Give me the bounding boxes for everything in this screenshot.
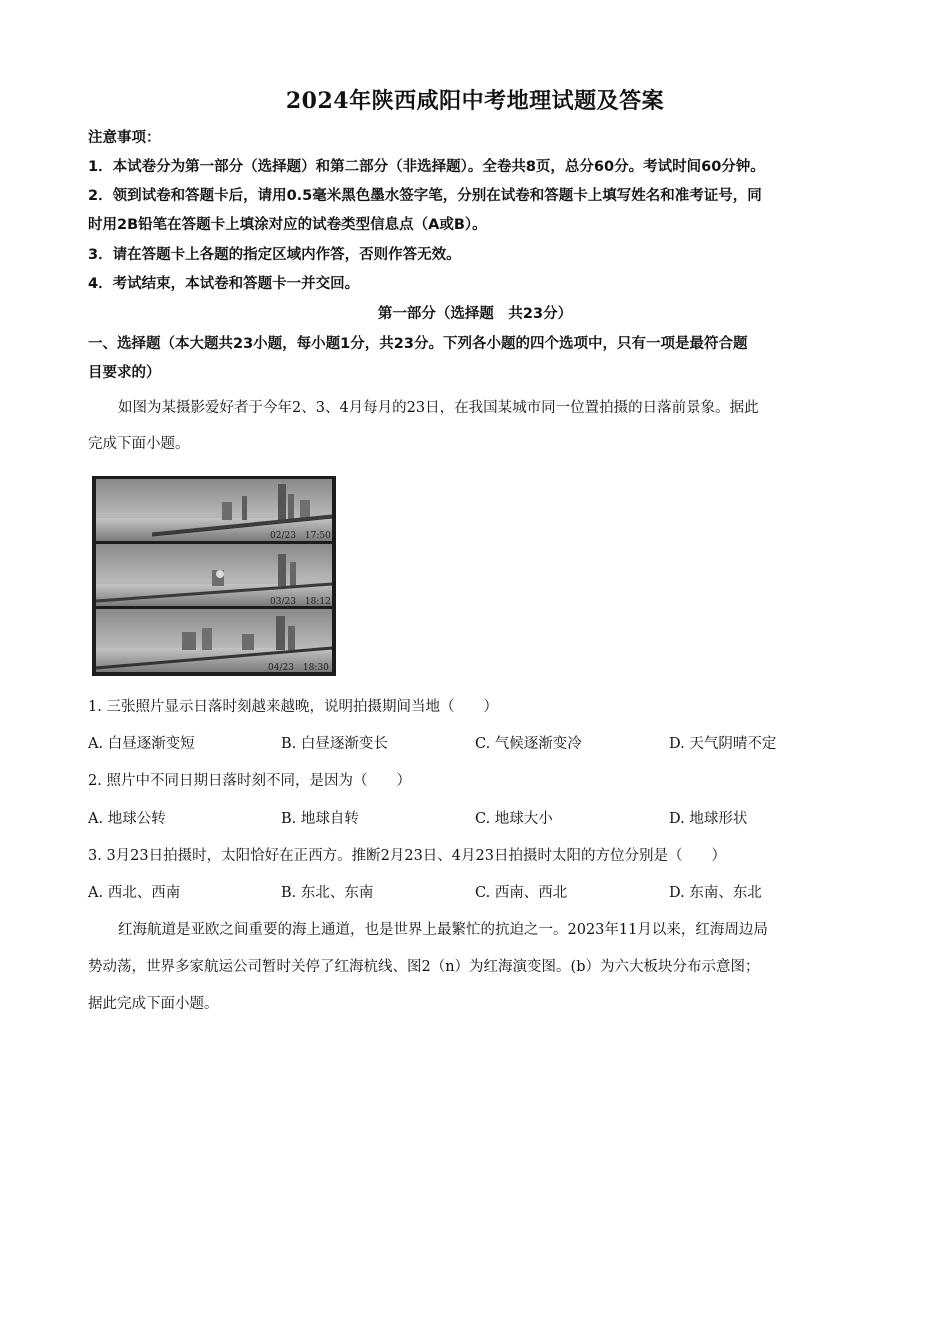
photo-timestamp-2: 03/23 18:12 <box>270 597 331 607</box>
intro2-line3: 据此完成下面小题。 <box>88 996 219 1012</box>
notice-heading: 注意事项： <box>88 130 161 146</box>
question-3-option-c: C. 西南、西北 <box>475 885 568 901</box>
photo-panel-2 <box>96 544 332 607</box>
question-1-option-c: C. 气候逐渐变冷 <box>475 736 582 752</box>
question-1-stem: 1. 三张照片显示日落时刻越来越晚，说明拍摄期间当地（ ） <box>88 699 498 715</box>
notice-item-2: 2．领到试卷和答题卡后，请用0.5毫米黑色墨水签字笔，分别在试卷和答题卡上填写姓名和准考证号，同 <box>88 188 762 204</box>
question-3-option-d: D. 东南、东北 <box>669 885 762 901</box>
part1-heading: 第一部分（选择题 共23分） <box>377 306 573 322</box>
photo-timestamp-3: 04/23 18:30 <box>268 663 329 673</box>
question-2-option-d: D. 地球形状 <box>669 811 748 827</box>
section1-heading: 一、选择题（本大题共23小题，每小题1分，共23分。下列各小题的四个选项中，只有一项是最符合题 <box>88 336 748 352</box>
intro1-line2: 完成下面小题。 <box>88 436 190 452</box>
question-2-stem: 2. 照片中不同日期日落时刻不同，是因为（ ） <box>88 773 411 789</box>
question-2-option-b: B. 地球自转 <box>281 811 359 827</box>
intro2-line2: 势动荡，世界多家航运公司暂时关停了红海杭线、图2（n）为红海演变图。(b）为六大板块分布示意图； <box>88 959 760 975</box>
question-3-option-b: B. 东北、东南 <box>281 885 374 901</box>
intro2-line1: 红海航道是亚欧之间重要的海上通道，也是世界上最繁忙的抗迫之一。2023年11月以来，红海周边局 <box>118 922 768 938</box>
question-1-option-a: A. 白昼逐渐变短 <box>88 736 195 752</box>
question-2-option-a: A. 地球公转 <box>88 811 166 827</box>
notice-item-1: 1．本试卷分为第一部分（选择题）和第二部分（非选择题）。全卷共8页，总分60分。考试时间60分钟。 <box>88 159 765 175</box>
photo-panel-1 <box>96 479 332 541</box>
section1-heading-cont: 目要求的） <box>88 365 161 381</box>
question-1-option-d: D. 天气阴晴不定 <box>669 736 777 752</box>
photo-panel-3 <box>96 609 332 673</box>
question-3-stem: 3. 3月23日拍摄时，太阳恰好在正西方。推断2月23日、4月23日拍摄时太阳的方位分别是（ ） <box>88 848 726 864</box>
notice-item-3: 3．请在答题卡上各题的指定区域内作答，否则作答无效。 <box>88 247 461 263</box>
intro1-line1: 如图为某摄影爱好者于今年2、3、4月每月的23日，在我国某城市同一位置拍摄的日落前景象。据此 <box>118 400 759 416</box>
page-title: 2024年陕西咸阳中考地理试题及答案 <box>285 88 665 114</box>
notice-item-2-cont: 时用2B铅笔在答题卡上填涂对应的试卷类型信息点（A或B）。 <box>88 217 487 233</box>
sunset-photo <box>92 476 336 676</box>
photo-timestamp-1: 02/23 17:50 <box>270 531 331 541</box>
question-1-option-b: B. 白昼逐渐变长 <box>281 736 388 752</box>
question-3-option-a: A. 西北、西南 <box>88 885 181 901</box>
notice-item-4: 4．考试结束，本试卷和答题卡一并交回。 <box>88 276 360 292</box>
question-2-option-c: C. 地球大小 <box>475 811 553 827</box>
